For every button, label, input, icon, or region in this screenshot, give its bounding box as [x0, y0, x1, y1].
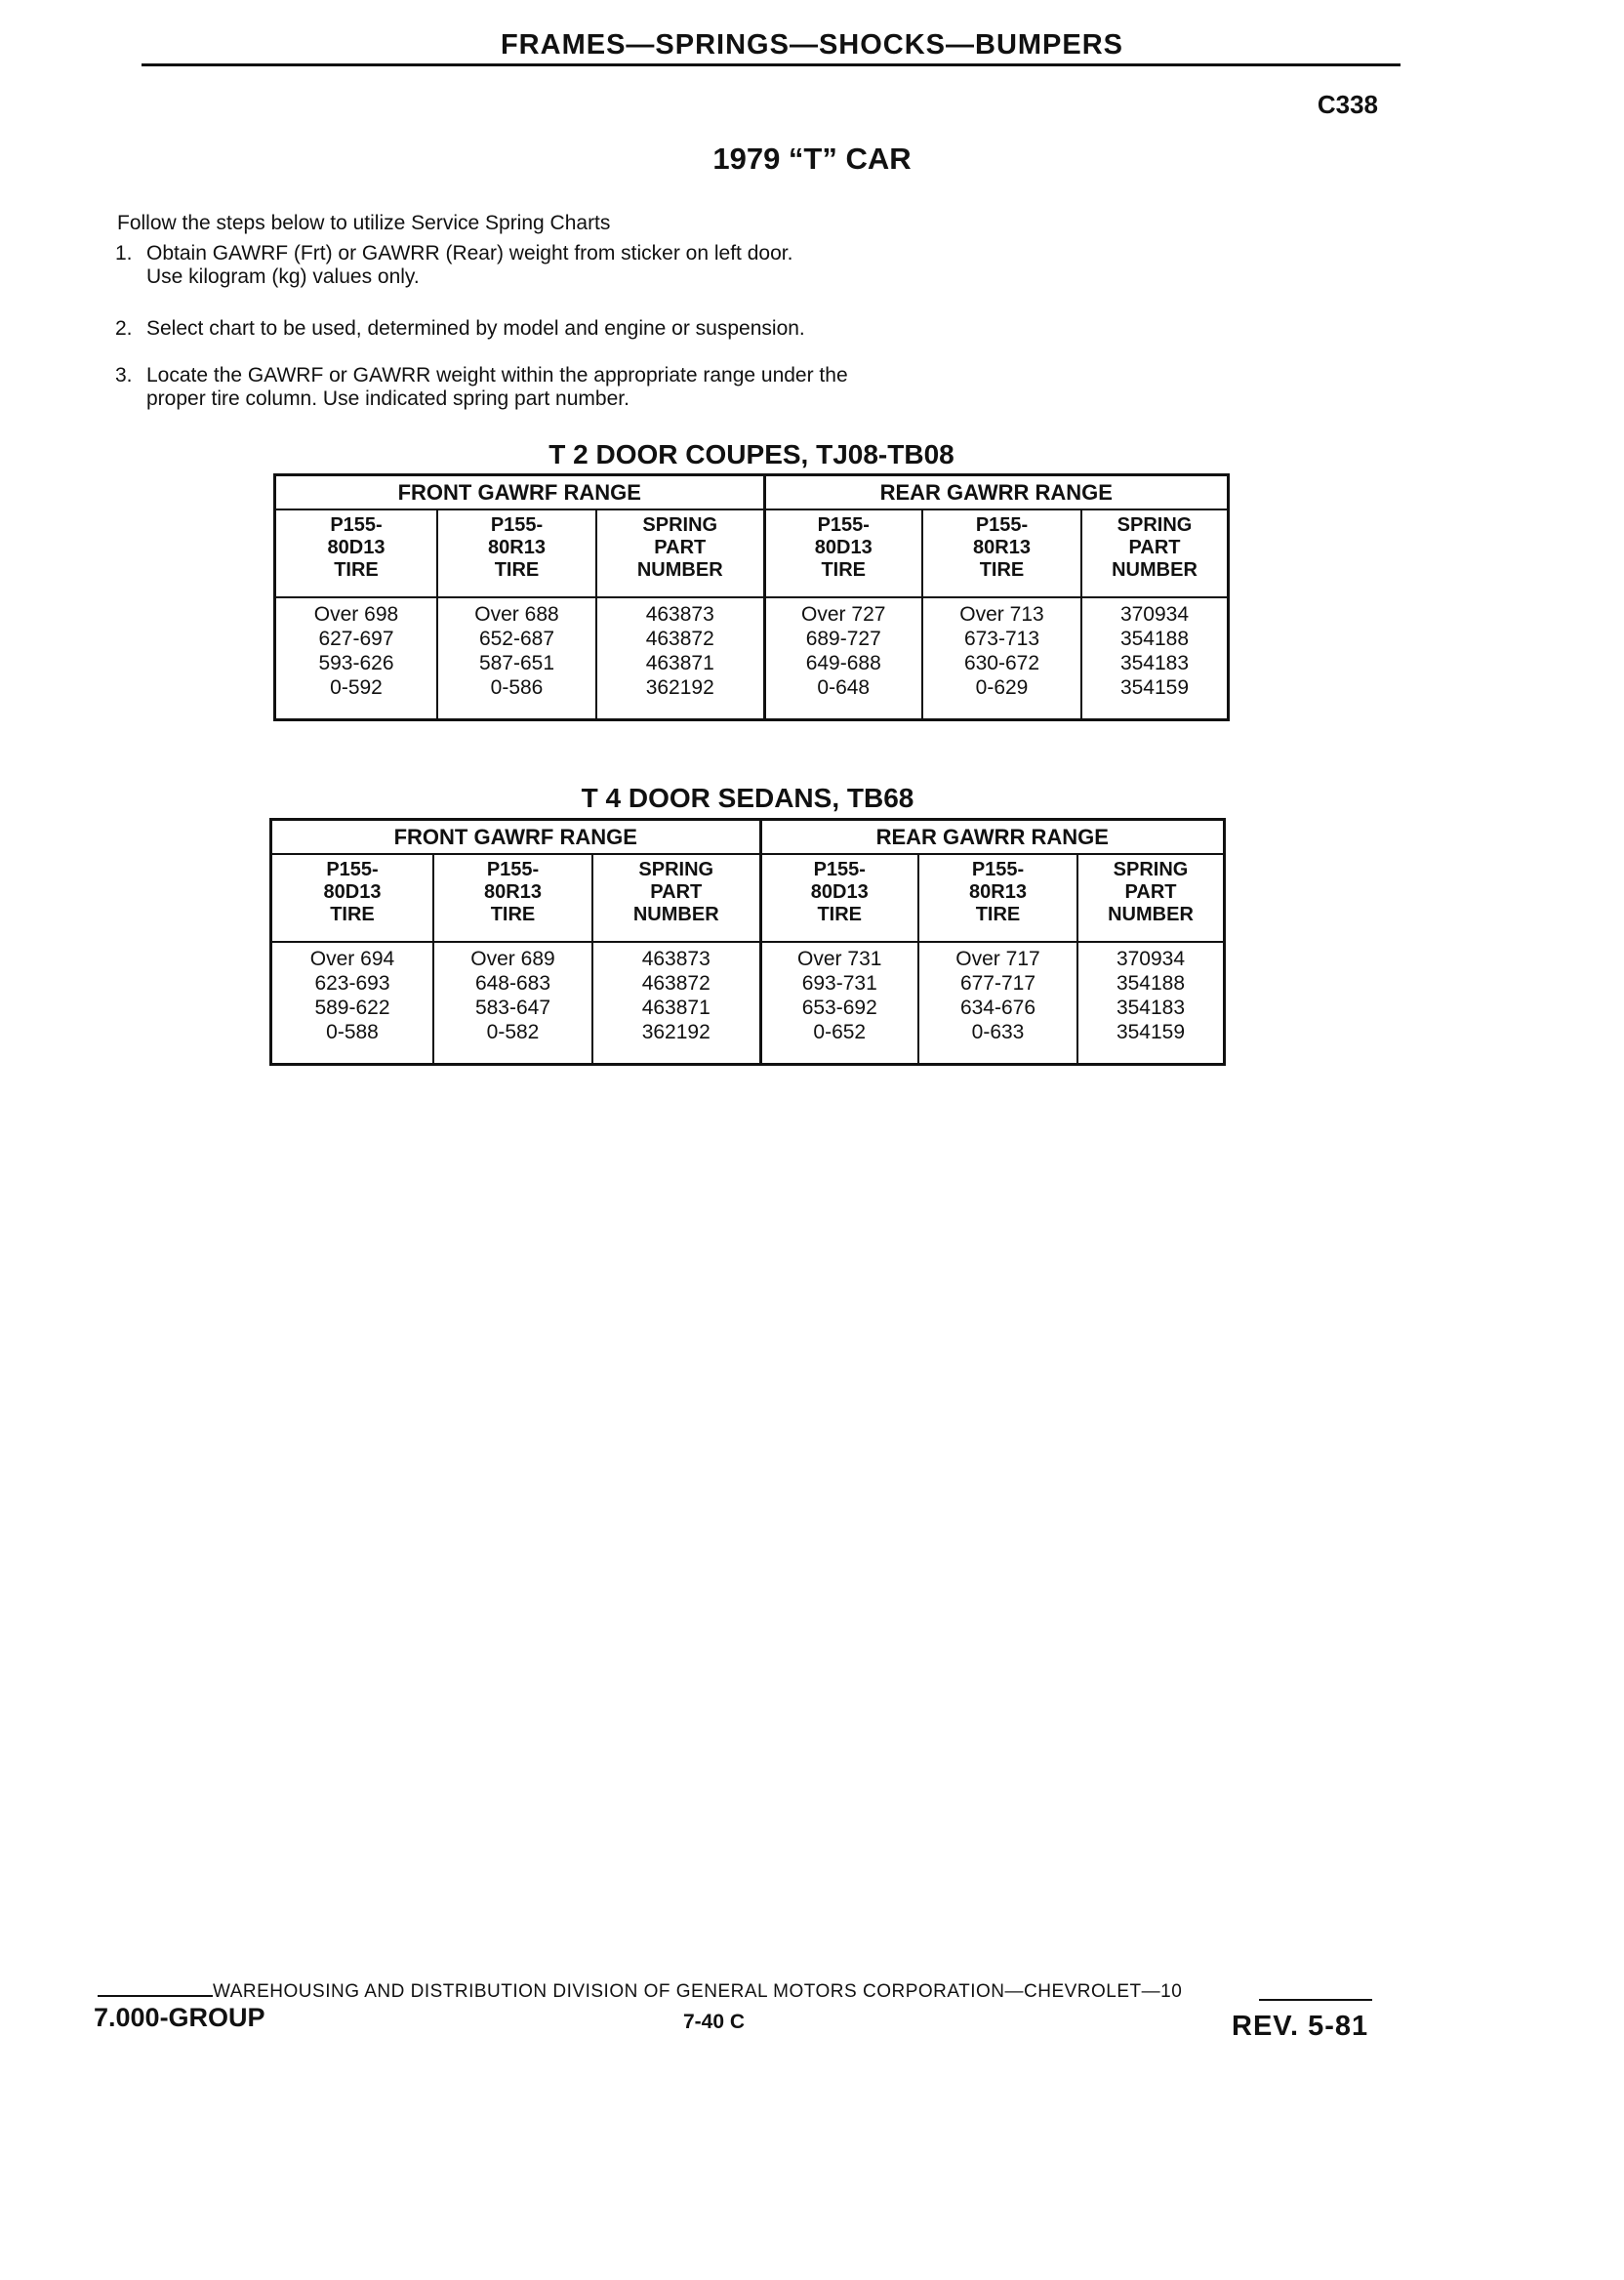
footer-group: 7.000-GROUP	[94, 2003, 265, 2032]
instruction-step	[115, 317, 805, 341]
column-header: SPRING PART NUMBER	[1081, 509, 1227, 597]
table-cell: 463873 463872 463871 362192	[596, 597, 764, 718]
step-text: Use kilogram (kg) values only.	[146, 265, 420, 288]
table-cell: Over 727 689-727 649-688 0-648	[764, 597, 922, 718]
step-text: Obtain GAWRF (Frt) or GAWRR (Rear) weight from sticker on left door.	[146, 242, 793, 265]
document-title: 1979 “T” CAR	[712, 142, 912, 176]
column-header: P155- 80R13 TIRE	[922, 509, 1081, 597]
table-cell: Over 688 652-687 587-651 0-586	[437, 597, 596, 718]
step-text: Select chart to be used, determined by model and engine or suspension.	[146, 317, 805, 340]
instructions-intro: Follow the steps below to utilize Service Spring Charts	[117, 212, 611, 234]
table-caption: T 2 DOOR COUPES, TJ08-TB08	[548, 439, 954, 469]
front-range-header: FRONT GAWRF RANGE	[272, 821, 760, 854]
table-cell: 370934 354188 354183 354159	[1081, 597, 1227, 718]
step-text: Locate the GAWRF or GAWRR weight within the appropriate range under the	[146, 364, 848, 387]
table-cell: Over 694 623-693 589-622 0-588	[309, 948, 395, 1043]
footer-page-number: 7-40 C	[683, 2011, 746, 2033]
spring-chart-coupes	[273, 473, 1230, 721]
instruction-step	[115, 364, 848, 411]
footer-publisher-line: WAREHOUSING AND DISTRIBUTION DIVISION OF GENERAL MOTORS CORPORATION—CHEVROLET—10	[213, 1981, 1183, 2002]
table-cell: Over 731 693-731 653-692 0-652	[760, 942, 918, 1063]
table-cell: 370934 354188 354183 354159	[1077, 942, 1223, 1063]
column-header: SPRING PART NUMBER	[592, 854, 760, 942]
rear-range-header: REAR GAWRR RANGE	[764, 476, 1227, 509]
column-header: P155- 80D13 TIRE	[276, 509, 437, 597]
page-code: C338	[1317, 90, 1378, 119]
column-header: P155- 80R13 TIRE	[918, 854, 1077, 942]
step-number: 1.	[115, 242, 133, 265]
column-header: SPRING PART NUMBER	[596, 509, 764, 597]
column-header: P155- 80D13 TIRE	[764, 509, 922, 597]
rear-range-header: REAR GAWRR RANGE	[760, 821, 1223, 854]
column-header: P155- 80R13 TIRE	[433, 854, 592, 942]
step-text: proper tire column. Use indicated spring part number.	[146, 387, 629, 410]
step-number: 2.	[115, 317, 133, 340]
column-header: SPRING PART NUMBER	[1077, 854, 1223, 942]
table-cell: Over 689 648-683 583-647 0-582	[433, 942, 592, 1063]
table-caption: T 4 DOOR SEDANS, TB68	[581, 783, 914, 813]
header-rule	[142, 63, 1401, 66]
front-range-header: FRONT GAWRF RANGE	[276, 476, 764, 509]
section-title: FRAMES—SPRINGS—SHOCKS—BUMPERS	[500, 29, 1124, 61]
column-header: P155- 80D13 TIRE	[272, 854, 433, 942]
table-cell: Over 698 627-697 593-626 0-592	[313, 603, 399, 699]
footer-rule	[98, 1995, 213, 1997]
spring-chart-sedans	[269, 818, 1226, 1066]
table-cell: Over 713 673-713 630-672 0-629	[922, 597, 1081, 718]
instruction-step	[115, 242, 792, 289]
step-number: 3.	[115, 364, 133, 387]
column-header: P155- 80R13 TIRE	[437, 509, 596, 597]
table-cell: 463873 463872 463871 362192	[592, 942, 760, 1063]
footer-rule	[1259, 1999, 1372, 2001]
column-header: P155- 80D13 TIRE	[760, 854, 918, 942]
table-cell: Over 717 677-717 634-676 0-633	[918, 942, 1077, 1063]
footer-revision: REV. 5-81	[1232, 2011, 1369, 2042]
